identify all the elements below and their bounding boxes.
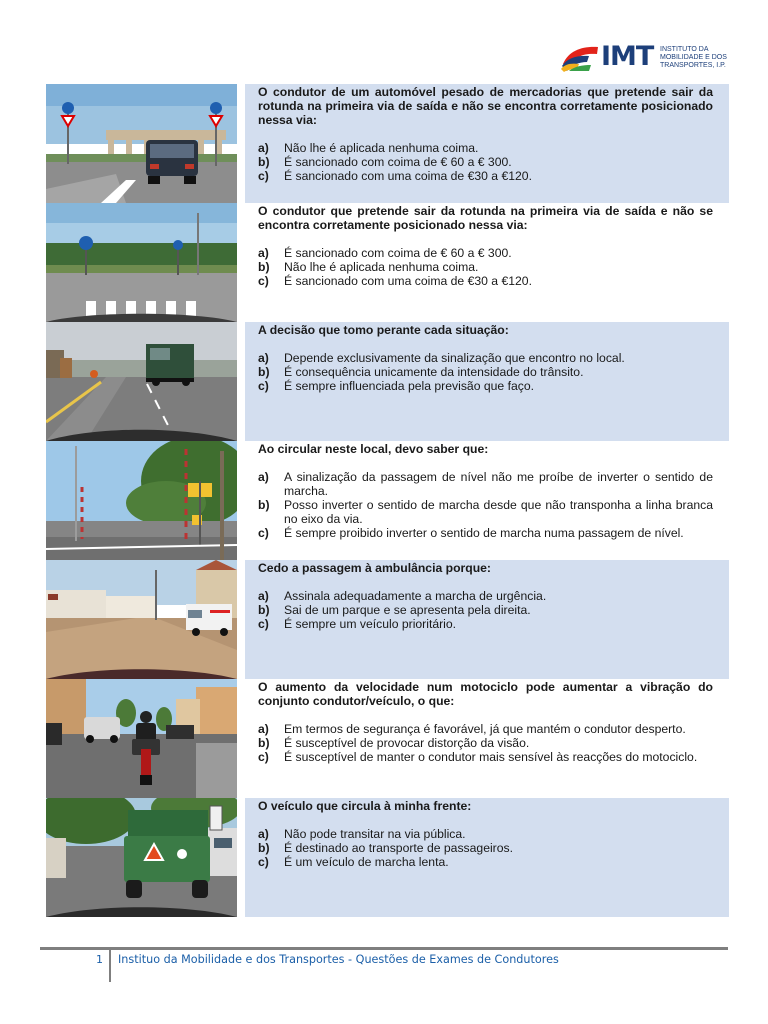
answer-option-b[interactable]: b) É consequência unicamente da intensidade do trânsito. xyxy=(258,365,584,379)
photo-highway-truck xyxy=(46,322,237,441)
logo-subtitle: INSTITUTO DA MOBILIDADE E DOS TRANSPORTES, I.P. xyxy=(660,46,727,69)
imt-logo xyxy=(561,42,731,76)
answer-option-a[interactable]: a) Em termos de segurança é favorável, já que mantém o condutor desperto. xyxy=(258,722,686,736)
photo-roundabout-car xyxy=(46,84,237,203)
question-title: O condutor de um automóvel pesado de mercadorias que pretende sair da rotunda na primeira via de saída e não se encontra corretamente posicionado nessa via: xyxy=(258,85,713,127)
answer-option-c[interactable]: c) É sempre influenciada pela previsão que faço. xyxy=(258,379,534,393)
question-panel xyxy=(245,679,729,798)
question-title: O aumento da velocidade num motociclo pode aumentar a vibração do conjunto condutor/veículo, o que: xyxy=(258,680,713,708)
answer-option-a[interactable]: a) Não pode transitar na via pública. xyxy=(258,827,466,841)
question-panel xyxy=(245,560,729,679)
photo-level-crossing xyxy=(46,441,237,560)
question-panel xyxy=(245,798,729,917)
answer-option-b[interactable]: b) É destinado ao transporte de passageiros. xyxy=(258,841,514,855)
answer-option-b[interactable]: b) É sancionado com coima de € 60 a € 300. xyxy=(258,155,512,169)
footer-divider xyxy=(109,950,111,982)
question-title: O condutor que pretende sair da rotunda na primeira via de saída e não se encontra corretamente posicionado nessa via: xyxy=(258,204,713,232)
imt-logo-mark-icon xyxy=(561,44,599,72)
answer-option-c[interactable]: c) É sancionado com uma coima de €30 a €120. xyxy=(258,169,532,183)
question-panel xyxy=(245,203,729,322)
answer-option-a[interactable]: a) Depende exclusivamente da sinalização que encontro no local. xyxy=(258,351,625,365)
question-panel xyxy=(245,84,729,203)
photo-slow-vehicle xyxy=(46,798,237,917)
answer-option-c[interactable]: c) É sempre proibido inverter o sentido de marcha numa passagem de nível. xyxy=(258,526,684,540)
photo-ambulance-street xyxy=(46,560,237,679)
question-4 xyxy=(46,441,729,560)
question-title: A decisão que tomo perante cada situação: xyxy=(258,323,509,337)
photo-roundabout-crosswalk xyxy=(46,203,237,322)
answer-option-c[interactable]: c) É sempre um veículo prioritário. xyxy=(258,617,457,631)
question-title: O veículo que circula à minha frente: xyxy=(258,799,472,813)
question-2 xyxy=(46,203,729,322)
answer-option-c[interactable]: c) É sancionado com uma coima de €30 a €120. xyxy=(258,274,532,288)
answer-option-a[interactable]: a) Não lhe é aplicada nenhuma coima. xyxy=(258,141,479,155)
answer-option-a[interactable]: a) É sancionado com coima de € 60 a € 300. xyxy=(258,246,512,260)
photo-motorcycle xyxy=(46,679,237,798)
question-panel xyxy=(245,441,729,560)
answer-option-b[interactable]: b) Posso inverter o sentido de marcha desde que não transponha a linha branca no eixo da via. xyxy=(258,498,713,526)
answer-option-b[interactable]: b) Não lhe é aplicada nenhuma coima. xyxy=(258,260,479,274)
question-panel xyxy=(245,322,729,441)
answer-option-a[interactable]: a) A sinalização da passagem de nível não me proíbe de inverter o sentido de marcha. xyxy=(258,470,713,498)
footer-text: Instituo da Mobilidade e dos Transportes - Questões de Exames de Condutores xyxy=(118,953,559,966)
question-3 xyxy=(46,322,729,441)
question-title: Cedo a passagem à ambulância porque: xyxy=(258,561,491,575)
question-1 xyxy=(46,84,729,203)
answer-option-c[interactable]: c) É um veículo de marcha lenta. xyxy=(258,855,449,869)
question-5 xyxy=(46,560,729,679)
logo-wordmark: IMT xyxy=(601,41,654,72)
footer-rule xyxy=(40,947,728,950)
page-number: 1 xyxy=(96,953,103,966)
question-6 xyxy=(46,679,729,798)
answer-option-c[interactable]: c) É susceptível de manter o condutor mais sensível às reacções do motociclo. xyxy=(258,750,698,764)
answer-option-a[interactable]: a) Assinala adequadamente a marcha de urgência. xyxy=(258,589,547,603)
answer-option-b[interactable]: b) É susceptível de provocar distorção da visão. xyxy=(258,736,530,750)
question-7 xyxy=(46,798,729,917)
question-title: Ao circular neste local, devo saber que: xyxy=(258,442,489,456)
answer-option-b[interactable]: b) Sai de um parque e se apresenta pela direita. xyxy=(258,603,531,617)
